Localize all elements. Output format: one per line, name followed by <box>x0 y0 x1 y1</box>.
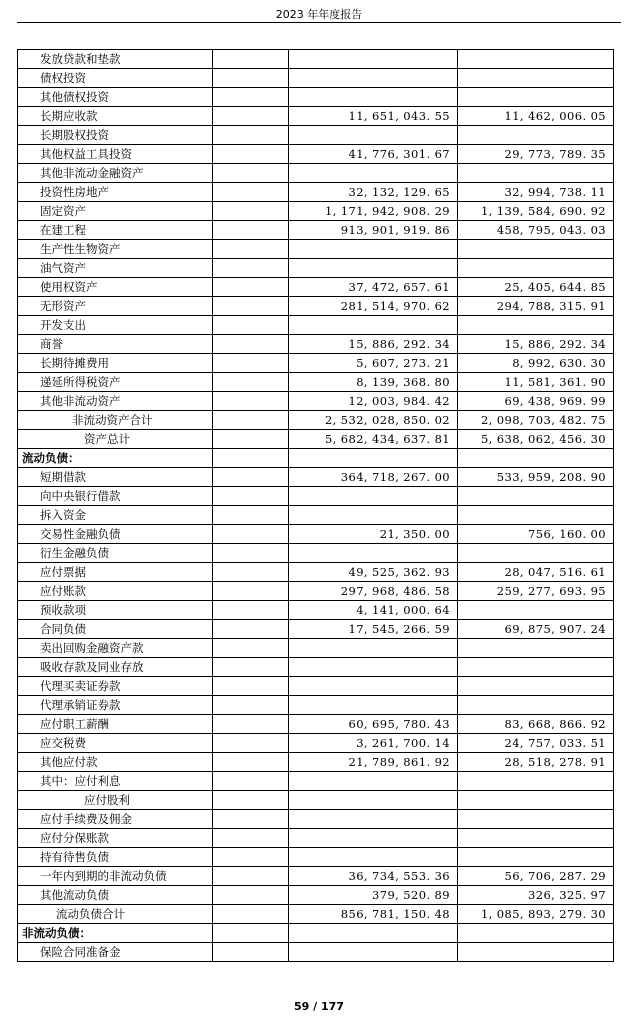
row-label: 合同负债 <box>18 620 213 639</box>
previous-period-cell: 756, 160. 00 <box>458 525 614 544</box>
previous-period-cell: 326, 325. 97 <box>458 886 614 905</box>
row-label: 应付分保账款 <box>18 829 213 848</box>
table-row <box>18 677 614 696</box>
row-label: 应付手续费及佣金 <box>18 810 213 829</box>
previous-period-cell: 28, 518, 278. 91 <box>458 753 614 772</box>
table-row <box>18 145 614 164</box>
current-period-cell: 36, 734, 553. 36 <box>289 867 458 886</box>
previous-period-cell: 1, 139, 584, 690. 92 <box>458 202 614 221</box>
previous-period-cell: 259, 277, 693. 95 <box>458 582 614 601</box>
row-label: 递延所得税资产 <box>18 373 213 392</box>
previous-period-cell <box>458 506 614 525</box>
row-label: 应付职工薪酬 <box>18 715 213 734</box>
row-label: 应付股利 <box>18 791 213 810</box>
previous-period-cell: 24, 757, 033. 51 <box>458 734 614 753</box>
previous-period-cell <box>458 544 614 563</box>
current-period-cell: 379, 520. 89 <box>289 886 458 905</box>
table-row <box>18 316 614 335</box>
table-row <box>18 658 614 677</box>
table-row <box>18 696 614 715</box>
section-header-row <box>18 449 614 468</box>
note-cell <box>213 392 289 411</box>
current-period-cell: 17, 545, 266. 59 <box>289 620 458 639</box>
table-row <box>18 373 614 392</box>
previous-period-cell <box>458 791 614 810</box>
current-period-cell <box>289 449 458 468</box>
current-period-cell <box>289 658 458 677</box>
table-row <box>18 620 614 639</box>
previous-period-cell <box>458 449 614 468</box>
row-label: 流动负债： <box>18 449 213 468</box>
note-cell <box>213 50 289 69</box>
table-row <box>18 772 614 791</box>
current-period-cell: 37, 472, 657. 61 <box>289 278 458 297</box>
previous-period-cell <box>458 601 614 620</box>
row-label: 一年内到期的非流动负债 <box>18 867 213 886</box>
previous-period-cell: 5, 638, 062, 456. 30 <box>458 430 614 449</box>
note-cell <box>213 791 289 810</box>
table-row <box>18 183 614 202</box>
row-label: 向中央银行借款 <box>18 487 213 506</box>
current-period-cell: 32, 132, 129. 65 <box>289 183 458 202</box>
table-row <box>18 259 614 278</box>
current-period-cell <box>289 924 458 943</box>
current-period-cell: 15, 886, 292. 34 <box>289 335 458 354</box>
table-row <box>18 791 614 810</box>
table-row <box>18 829 614 848</box>
note-cell <box>213 772 289 791</box>
previous-period-cell: 69, 438, 969. 99 <box>458 392 614 411</box>
row-label: 保险合同准备金 <box>18 943 213 962</box>
table-row <box>18 886 614 905</box>
note-cell <box>213 506 289 525</box>
current-period-cell: 8, 139, 368. 80 <box>289 373 458 392</box>
previous-period-cell: 11, 462, 006. 05 <box>458 107 614 126</box>
table-row <box>18 582 614 601</box>
previous-period-cell: 29, 773, 789. 35 <box>458 145 614 164</box>
row-label: 其中：应付利息 <box>18 772 213 791</box>
previous-period-cell: 56, 706, 287. 29 <box>458 867 614 886</box>
previous-period-cell <box>458 848 614 867</box>
row-label: 代理承销证券款 <box>18 696 213 715</box>
current-period-cell <box>289 696 458 715</box>
current-period-cell: 281, 514, 970. 62 <box>289 297 458 316</box>
note-cell <box>213 810 289 829</box>
previous-period-cell <box>458 259 614 278</box>
current-period-cell: 41, 776, 301. 67 <box>289 145 458 164</box>
row-label: 应付票据 <box>18 563 213 582</box>
table-row <box>18 354 614 373</box>
note-cell <box>213 620 289 639</box>
table-row <box>18 126 614 145</box>
table-row <box>18 50 614 69</box>
balance-sheet-table <box>17 49 614 962</box>
table-row <box>18 601 614 620</box>
previous-period-cell <box>458 126 614 145</box>
row-label: 非流动负债： <box>18 924 213 943</box>
current-period-cell <box>289 506 458 525</box>
current-period-cell: 21, 789, 861. 92 <box>289 753 458 772</box>
note-cell <box>213 297 289 316</box>
current-period-cell <box>289 240 458 259</box>
row-label: 其他权益工具投资 <box>18 145 213 164</box>
current-period-cell <box>289 544 458 563</box>
row-label: 交易性金融负债 <box>18 525 213 544</box>
previous-period-cell: 294, 788, 315. 91 <box>458 297 614 316</box>
current-period-cell <box>289 164 458 183</box>
note-cell <box>213 88 289 107</box>
row-label: 卖出回购金融资产款 <box>18 639 213 658</box>
row-label: 资产总计 <box>18 430 213 449</box>
previous-period-cell: 15, 886, 292. 34 <box>458 335 614 354</box>
row-label: 应交税费 <box>18 734 213 753</box>
current-period-cell: 3, 261, 700. 14 <box>289 734 458 753</box>
previous-period-cell <box>458 69 614 88</box>
current-period-cell <box>289 88 458 107</box>
note-cell <box>213 240 289 259</box>
table-row <box>18 753 614 772</box>
row-label: 长期应收款 <box>18 107 213 126</box>
previous-period-cell <box>458 772 614 791</box>
previous-period-cell: 533, 959, 208. 90 <box>458 468 614 487</box>
row-label: 流动负债合计 <box>18 905 213 924</box>
page-number: 59 / 177 <box>294 1000 344 1013</box>
row-label: 其他非流动金融资产 <box>18 164 213 183</box>
current-period-cell <box>289 677 458 696</box>
note-cell <box>213 886 289 905</box>
row-label: 其他流动负债 <box>18 886 213 905</box>
table-row <box>18 430 614 449</box>
note-cell <box>213 753 289 772</box>
current-period-cell <box>289 316 458 335</box>
note-cell <box>213 867 289 886</box>
note-cell <box>213 126 289 145</box>
previous-period-cell: 1, 085, 893, 279. 30 <box>458 905 614 924</box>
note-cell <box>213 639 289 658</box>
note-cell <box>213 487 289 506</box>
note-cell <box>213 582 289 601</box>
row-label: 衍生金融负债 <box>18 544 213 563</box>
current-period-cell: 60, 695, 780. 43 <box>289 715 458 734</box>
note-cell <box>213 430 289 449</box>
current-period-cell <box>289 810 458 829</box>
table-row <box>18 164 614 183</box>
table-row <box>18 525 614 544</box>
table-row <box>18 487 614 506</box>
row-label: 持有待售负债 <box>18 848 213 867</box>
table-row <box>18 69 614 88</box>
row-label: 固定资产 <box>18 202 213 221</box>
previous-period-cell <box>458 88 614 107</box>
note-cell <box>213 848 289 867</box>
note-cell <box>213 183 289 202</box>
note-cell <box>213 335 289 354</box>
current-period-cell <box>289 791 458 810</box>
note-cell <box>213 525 289 544</box>
row-label: 投资性房地产 <box>18 183 213 202</box>
note-cell <box>213 373 289 392</box>
note-cell <box>213 164 289 183</box>
row-label: 非流动资产合计 <box>18 411 213 430</box>
table-row <box>18 297 614 316</box>
table-row <box>18 335 614 354</box>
row-label: 长期股权投资 <box>18 126 213 145</box>
table-row <box>18 563 614 582</box>
note-cell <box>213 145 289 164</box>
note-cell <box>213 734 289 753</box>
table-row <box>18 468 614 487</box>
page-header: 2023 年年度报告 <box>275 8 363 21</box>
row-label: 在建工程 <box>18 221 213 240</box>
row-label: 开发支出 <box>18 316 213 335</box>
current-period-cell: 364, 718, 267. 00 <box>289 468 458 487</box>
current-period-cell <box>289 259 458 278</box>
previous-period-cell <box>458 943 614 962</box>
previous-period-cell <box>458 316 614 335</box>
current-period-cell: 12, 003, 984. 42 <box>289 392 458 411</box>
row-label: 发放贷款和垫款 <box>18 50 213 69</box>
previous-period-cell <box>458 164 614 183</box>
note-cell <box>213 696 289 715</box>
table-row <box>18 411 614 430</box>
row-label: 长期待摊费用 <box>18 354 213 373</box>
table-row <box>18 392 614 411</box>
previous-period-cell: 8, 992, 630. 30 <box>458 354 614 373</box>
row-label: 拆入资金 <box>18 506 213 525</box>
row-label: 商誉 <box>18 335 213 354</box>
table-row <box>18 240 614 259</box>
note-cell <box>213 563 289 582</box>
current-period-cell <box>289 69 458 88</box>
note-cell <box>213 354 289 373</box>
previous-period-cell <box>458 639 614 658</box>
note-cell <box>213 69 289 88</box>
note-cell <box>213 316 289 335</box>
row-label: 预收款项 <box>18 601 213 620</box>
table-row <box>18 88 614 107</box>
current-period-cell: 2, 532, 028, 850. 02 <box>289 411 458 430</box>
row-label: 其他债权投资 <box>18 88 213 107</box>
current-period-cell <box>289 829 458 848</box>
previous-period-cell: 32, 994, 738. 11 <box>458 183 614 202</box>
current-period-cell: 5, 607, 273. 21 <box>289 354 458 373</box>
current-period-cell <box>289 50 458 69</box>
note-cell <box>213 259 289 278</box>
table-row <box>18 943 614 962</box>
row-label: 无形资产 <box>18 297 213 316</box>
previous-period-cell: 69, 875, 907. 24 <box>458 620 614 639</box>
previous-period-cell <box>458 658 614 677</box>
note-cell <box>213 715 289 734</box>
previous-period-cell <box>458 487 614 506</box>
note-cell <box>213 658 289 677</box>
row-label: 短期借款 <box>18 468 213 487</box>
previous-period-cell <box>458 240 614 259</box>
table-row <box>18 221 614 240</box>
note-cell <box>213 221 289 240</box>
current-period-cell: 5, 682, 434, 637. 81 <box>289 430 458 449</box>
row-label: 应付账款 <box>18 582 213 601</box>
note-cell <box>213 905 289 924</box>
note-cell <box>213 107 289 126</box>
current-period-cell: 856, 781, 150. 48 <box>289 905 458 924</box>
current-period-cell: 49, 525, 362. 93 <box>289 563 458 582</box>
table-row <box>18 506 614 525</box>
table-row <box>18 278 614 297</box>
current-period-cell <box>289 772 458 791</box>
table-row <box>18 107 614 126</box>
previous-period-cell <box>458 829 614 848</box>
current-period-cell: 4, 141, 000. 64 <box>289 601 458 620</box>
table-row <box>18 848 614 867</box>
note-cell <box>213 278 289 297</box>
current-period-cell <box>289 126 458 145</box>
previous-period-cell: 83, 668, 866. 92 <box>458 715 614 734</box>
table-row <box>18 202 614 221</box>
previous-period-cell <box>458 696 614 715</box>
row-label: 其他非流动资产 <box>18 392 213 411</box>
row-label: 代理买卖证券款 <box>18 677 213 696</box>
current-period-cell: 913, 901, 919. 86 <box>289 221 458 240</box>
previous-period-cell <box>458 810 614 829</box>
note-cell <box>213 677 289 696</box>
note-cell <box>213 468 289 487</box>
table-row <box>18 810 614 829</box>
row-label: 使用权资产 <box>18 278 213 297</box>
row-label: 债权投资 <box>18 69 213 88</box>
current-period-cell <box>289 943 458 962</box>
previous-period-cell: 25, 405, 644. 85 <box>458 278 614 297</box>
current-period-cell: 21, 350. 00 <box>289 525 458 544</box>
table-row <box>18 715 614 734</box>
current-period-cell <box>289 487 458 506</box>
note-cell <box>213 411 289 430</box>
row-label: 油气资产 <box>18 259 213 278</box>
row-label: 生产性生物资产 <box>18 240 213 259</box>
current-period-cell: 297, 968, 486. 58 <box>289 582 458 601</box>
note-cell <box>213 943 289 962</box>
previous-period-cell <box>458 50 614 69</box>
previous-period-cell: 28, 047, 516. 61 <box>458 563 614 582</box>
current-period-cell: 11, 651, 043. 55 <box>289 107 458 126</box>
note-cell <box>213 829 289 848</box>
header-divider <box>17 22 621 23</box>
current-period-cell <box>289 848 458 867</box>
table-row <box>18 639 614 658</box>
table-row <box>18 867 614 886</box>
table-row <box>18 734 614 753</box>
row-label: 吸收存款及同业存放 <box>18 658 213 677</box>
note-cell <box>213 449 289 468</box>
note-cell <box>213 544 289 563</box>
previous-period-cell <box>458 924 614 943</box>
current-period-cell: 1, 171, 942, 908. 29 <box>289 202 458 221</box>
note-cell <box>213 924 289 943</box>
note-cell <box>213 202 289 221</box>
section-header-row <box>18 924 614 943</box>
previous-period-cell: 458, 795, 043. 03 <box>458 221 614 240</box>
note-cell <box>213 601 289 620</box>
previous-period-cell <box>458 677 614 696</box>
previous-period-cell: 2, 098, 703, 482. 75 <box>458 411 614 430</box>
table-row <box>18 544 614 563</box>
table-row <box>18 905 614 924</box>
current-period-cell <box>289 639 458 658</box>
row-label: 其他应付款 <box>18 753 213 772</box>
previous-period-cell: 11, 581, 361. 90 <box>458 373 614 392</box>
